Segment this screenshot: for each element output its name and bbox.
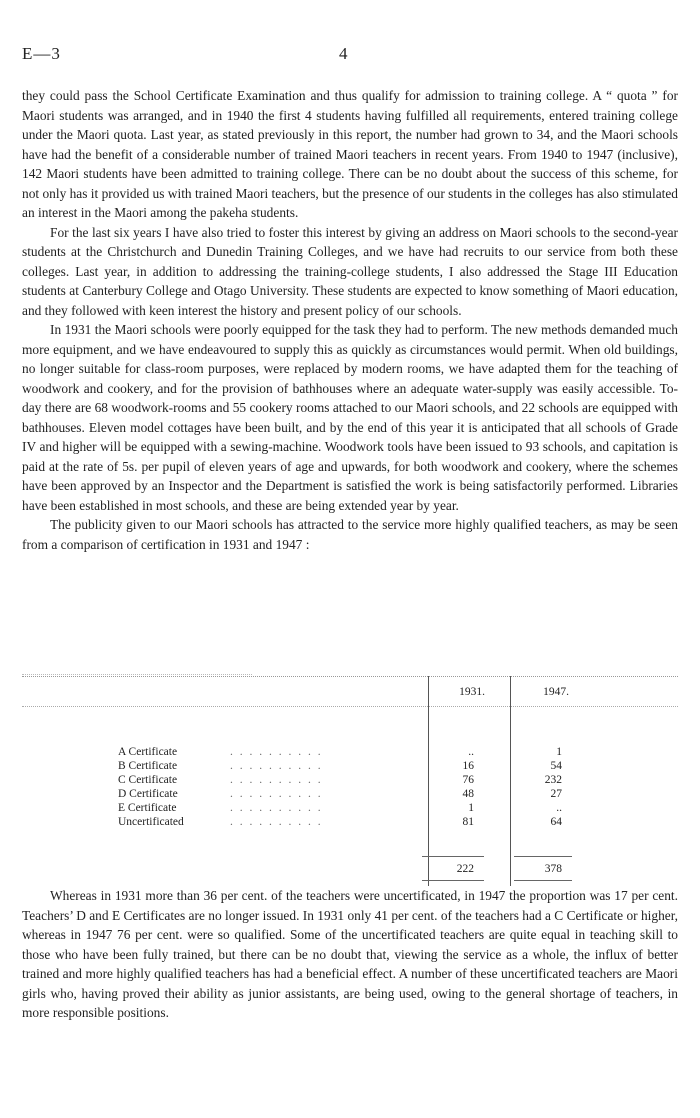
dot-leader: . . . . . . . . . .	[230, 774, 323, 786]
value-1931: 1	[468, 802, 474, 814]
paragraph: In 1931 the Maori schools were poorly equipped for the task they had to perform. The new methods demanded much more equipment, and we have endeavoured to supply this as quickly as circumstances would permit. When old buildings, no longer suitable for class-room purposes, were replaced by modern rooms, we have adapted them for the teaching of woodwork and cookery, and for the provision of bathhouses where an adequate water-supply was easily accessible. To-day there are 68 woodwork-rooms and 55 cookery rooms attached to our Maori schools, and 22 schools are equipped with bathhouses. Eleven model cottages have been built, and by the end of this year it is anticipated that all schools of Grade IV and higher will be equipped with a sewing-machine. Woodwork tools have been issued to 93 schools, and capitation is paid at the rate of 5s. per pupil of eleven years of age and upwards, for both woodwork and cookery, where the schemes have been approved by an Inspector and the Department is satisfied the work is being satisfactorily performed. Libraries have been established in most schools, and these are being extended year by year.	[22, 322, 678, 513]
table-bottom-rule	[422, 880, 484, 881]
value-1947: 1	[556, 746, 562, 758]
paragraph: For the last six years I have also tried to foster this interest by giving an address on Maori schools to the second-year students at the Christchurch and Dunedin Training Colleges, and we have had recruits to our service from both these colleges. Last year, in addition to addressing the training-college students, I also addressed the Stage III Education students at Canterbury College and Otago University. These students are expected to know something of Maori education, and they followed with keen interest the history and present policy of our schools.	[22, 224, 678, 318]
paragraph: The publicity given to our Maori schools has attracted to the service more highly qualified teachers, as may be seen from a comparison of certification in 1931 and 1947 :	[22, 517, 678, 552]
dot-leader: . . . . . . . . . .	[230, 760, 323, 772]
totals-rule	[422, 856, 484, 857]
certification-table	[22, 676, 678, 876]
row-label: B Certificate	[118, 760, 178, 772]
value-1947: 54	[550, 760, 562, 772]
value-1947: 232	[544, 774, 562, 786]
value-1947: ..	[556, 802, 562, 814]
value-1931: 76	[462, 774, 474, 786]
dot-leader: . . . . . . . . . .	[230, 788, 323, 800]
row-label: D Certificate	[118, 788, 178, 800]
column-header-1931: 1931.	[459, 686, 485, 698]
page-number: 4	[339, 44, 348, 63]
paragraph: Whereas in 1931 more than 36 per cent. of the teachers were uncertificated, in 1947 the proportion was 17 per cent. Teachers’ D and E Certificates are no longer issued. In 1931 only 41 per cent. of the teachers had a C Certificate or higher, whereas in 1947 76 per cent. were so qualified. Some of the uncertificated teachers are quite equal in teaching skill to those who have been fully trained, but there can be no doubt that, viewing the service as a whole, the influx of better trained and more highly qualified teachers has had a beneficial effect. A number of these uncertificated teachers are Maori girls who, having proved their ability as junior assistants, are being used, owing to the general shortage of teachers, in more responsible positions.	[22, 888, 678, 1020]
paragraph: they could pass the School Certificate Examination and thus qualify for admission to training college. A “ quota ” for Maori students was arranged, and in 1940 the first 4 students having fulfilled all requirements, entered training college under the Maori quota. Last year, as stated previously in this report, the number had grown to 34, and the Maori schools have had the benefit of a considerable number of trained Maori teachers in recent years. From 1940 to 1947 (inclusive), 142 Maori students have been admitted to training college. There can be no doubt about the success of this scheme, for not only has it provided us with trained Maori teachers, but the presence of our students in the colleges has also stimulated an interest in the Maori among the pakeha students.	[22, 88, 678, 220]
report-reference: E—3	[22, 44, 61, 63]
table-header-underline	[22, 706, 678, 707]
value-1931: ..	[468, 746, 474, 758]
body-text-upper	[22, 86, 678, 554]
total-1931: 222	[456, 863, 474, 875]
table-bottom-rule	[514, 880, 572, 881]
dot-leader: . . . . . . . . . .	[230, 746, 323, 758]
body-text-lower	[22, 886, 678, 1023]
value-1947: 64	[550, 816, 562, 828]
row-label: E Certificate	[118, 802, 177, 814]
table-header-rule	[22, 676, 678, 677]
row-label: A Certificate	[118, 746, 178, 758]
dot-leader: . . . . . . . . . .	[230, 802, 323, 814]
value-1947: 27	[550, 788, 562, 800]
totals-rule	[514, 856, 572, 857]
value-1931: 48	[462, 788, 474, 800]
row-label: C Certificate	[118, 774, 178, 786]
total-1947: 378	[544, 863, 562, 875]
row-label: Uncertificated	[118, 816, 184, 828]
value-1931: 81	[462, 816, 474, 828]
column-header-1947: 1947.	[543, 686, 569, 698]
dot-leader: . . . . . . . . . .	[230, 816, 323, 828]
value-1931: 16	[462, 760, 474, 772]
